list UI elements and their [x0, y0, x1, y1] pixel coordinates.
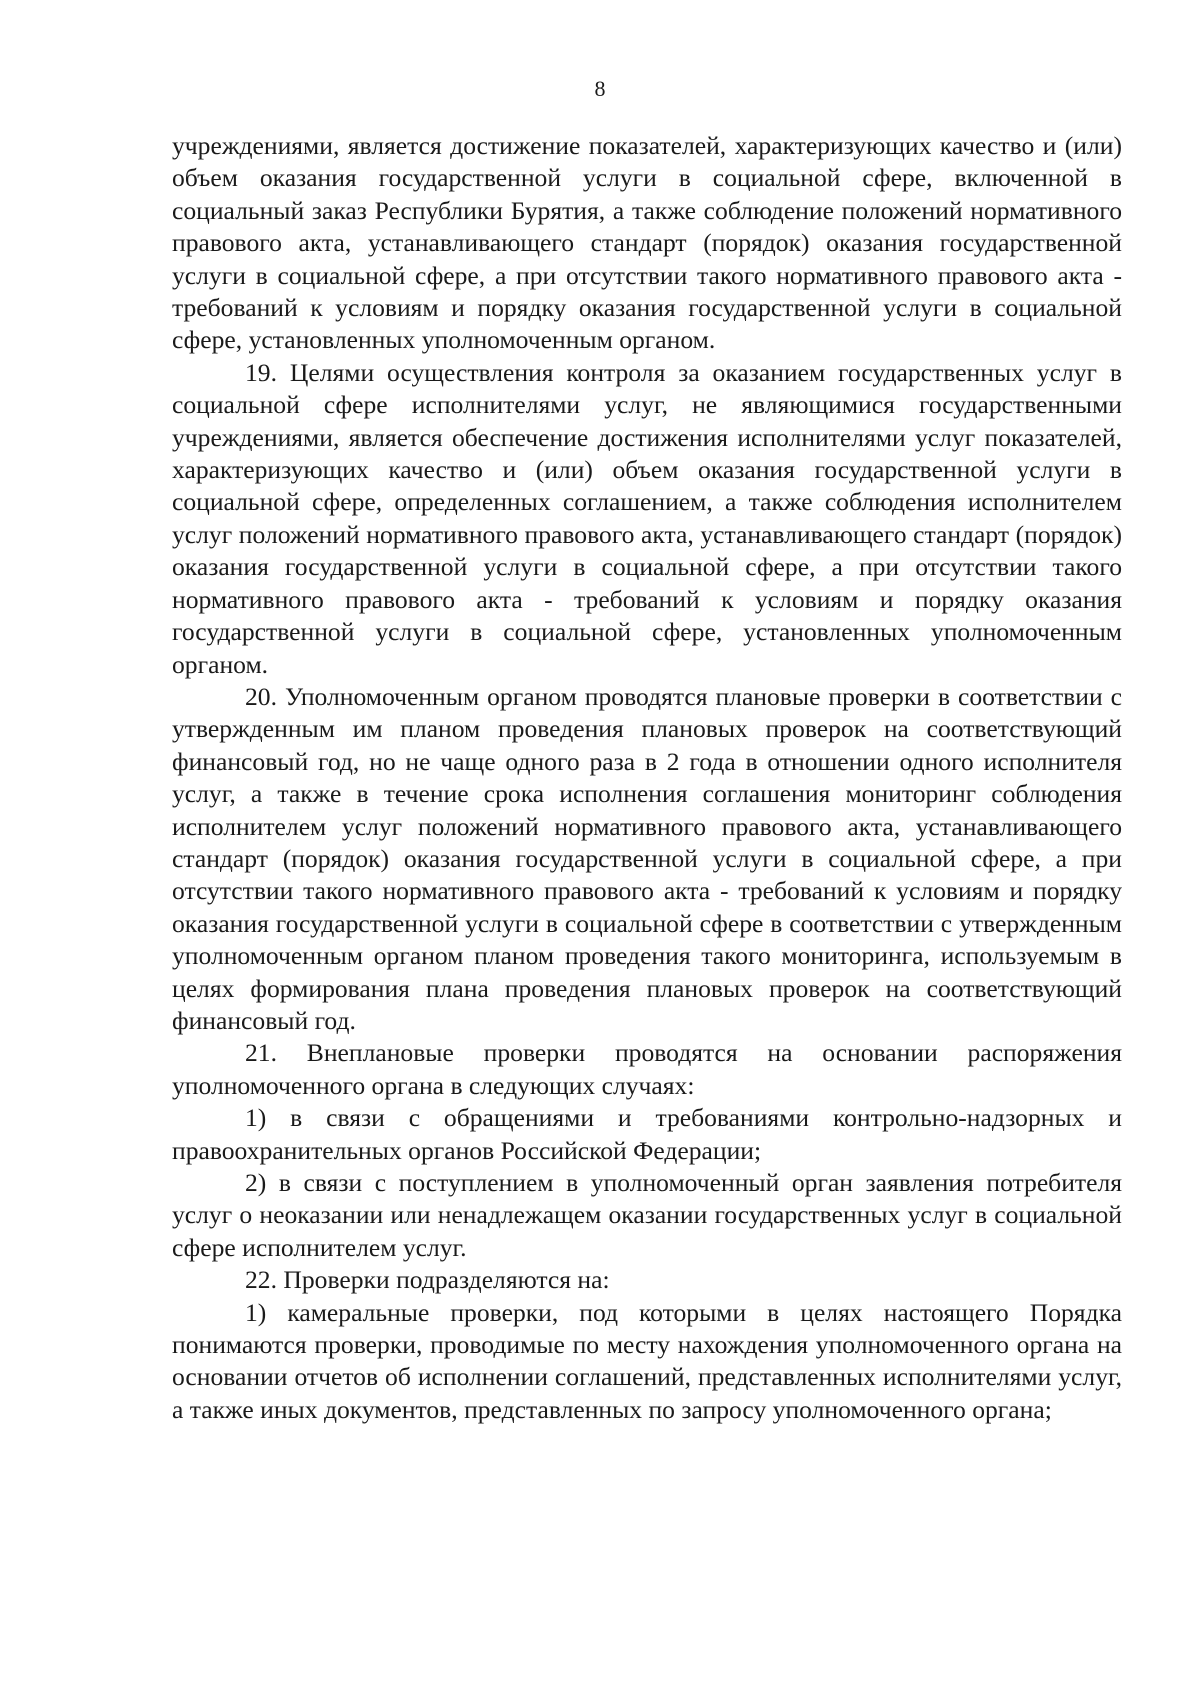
- paragraph-21-item-2: 2) в связи с поступлением в уполномоченный орган заявления потребителя услуг о неоказании или ненадлежащем оказании государственных услуг в социальной сфере исполнителем услуг.: [172, 1168, 1122, 1262]
- document-body: [172, 130, 1122, 1426]
- paragraph-22: 22. Проверки подразделяются на:: [245, 1265, 610, 1295]
- paragraph-22-item-1: 1) камеральные проверки, под которыми в целях настоящего Порядка понимаются проверки, проводимые по месту нахождения уполномоченного органа на основании отчетов об исполнении соглашений, представленных исполнителями услуг, а также иных документов, представленных по запросу уполномоченного органа;: [172, 1297, 1122, 1424]
- paragraph-19: 19. Целями осуществления контроля за оказанием государственных услуг в социальной сфере исполнителями услуг, не являющимися государственными учреждениями, является обеспечение достижения исполнителями услуг показателей, характеризующих качество и (или) объем оказания государственной услуги в социальной сфере, определенных соглашением, а также соблюдения исполнителем услуг положений нормативного правового акта, устанавливающего стандарт (порядок) оказания государственной услуги в социальной сфере, а при отсутствии такого нормативного правового акта - требований к условиям и порядку оказания государственной услуги в социальной сфере, установленных уполномоченным органом.: [172, 357, 1122, 679]
- paragraph-18-continuation: учреждениями, является достижение показателей, характеризующих качество и (или) объем оказания государственной услуги в социальной сфере, включенной в социальный заказ Республики Бурятия, а также соблюдение положений нормативного правового акта, устанавливающего стандарт (порядок) оказания государственной услуги в социальной сфере, а при отсутствии такого нормативного правового акта - требований к условиям и порядку оказания государственной услуги в социальной сфере, установленных уполномоченным органом.: [172, 131, 1122, 355]
- page-number: 8: [594, 76, 606, 101]
- paragraph-21-item-1: 1) в связи с обращениями и требованиями контрольно-надзорных и правоохранительных органов Российской Федерации;: [172, 1103, 1122, 1165]
- paragraph-20: 20. Уполномоченным органом проводятся плановые проверки в соответствии с утвержденным им планом проведения плановых проверок на соответствующий финансовый год, но не чаще одного раза в 2 года в отношении одного исполнителя услуг, а также в течение срока исполнения соглашения мониторинг соблюдения исполнителем услуг положений нормативного правового акта, устанавливающего стандарт (порядок) оказания государственной услуги в социальной сфере, а при отсутствии такого нормативного правового акта - требований к условиям и порядку оказания государственной услуги в социальной сфере в соответствии с утвержденным уполномоченным органом планом проведения такого мониторинга, используемым в целях формирования плана проведения плановых проверок на соответствующий финансовый год.: [172, 681, 1122, 1035]
- paragraph-21: 21. Внеплановые проверки проводятся на основании распоряжения уполномоченного органа в следующих случаях:: [172, 1038, 1122, 1100]
